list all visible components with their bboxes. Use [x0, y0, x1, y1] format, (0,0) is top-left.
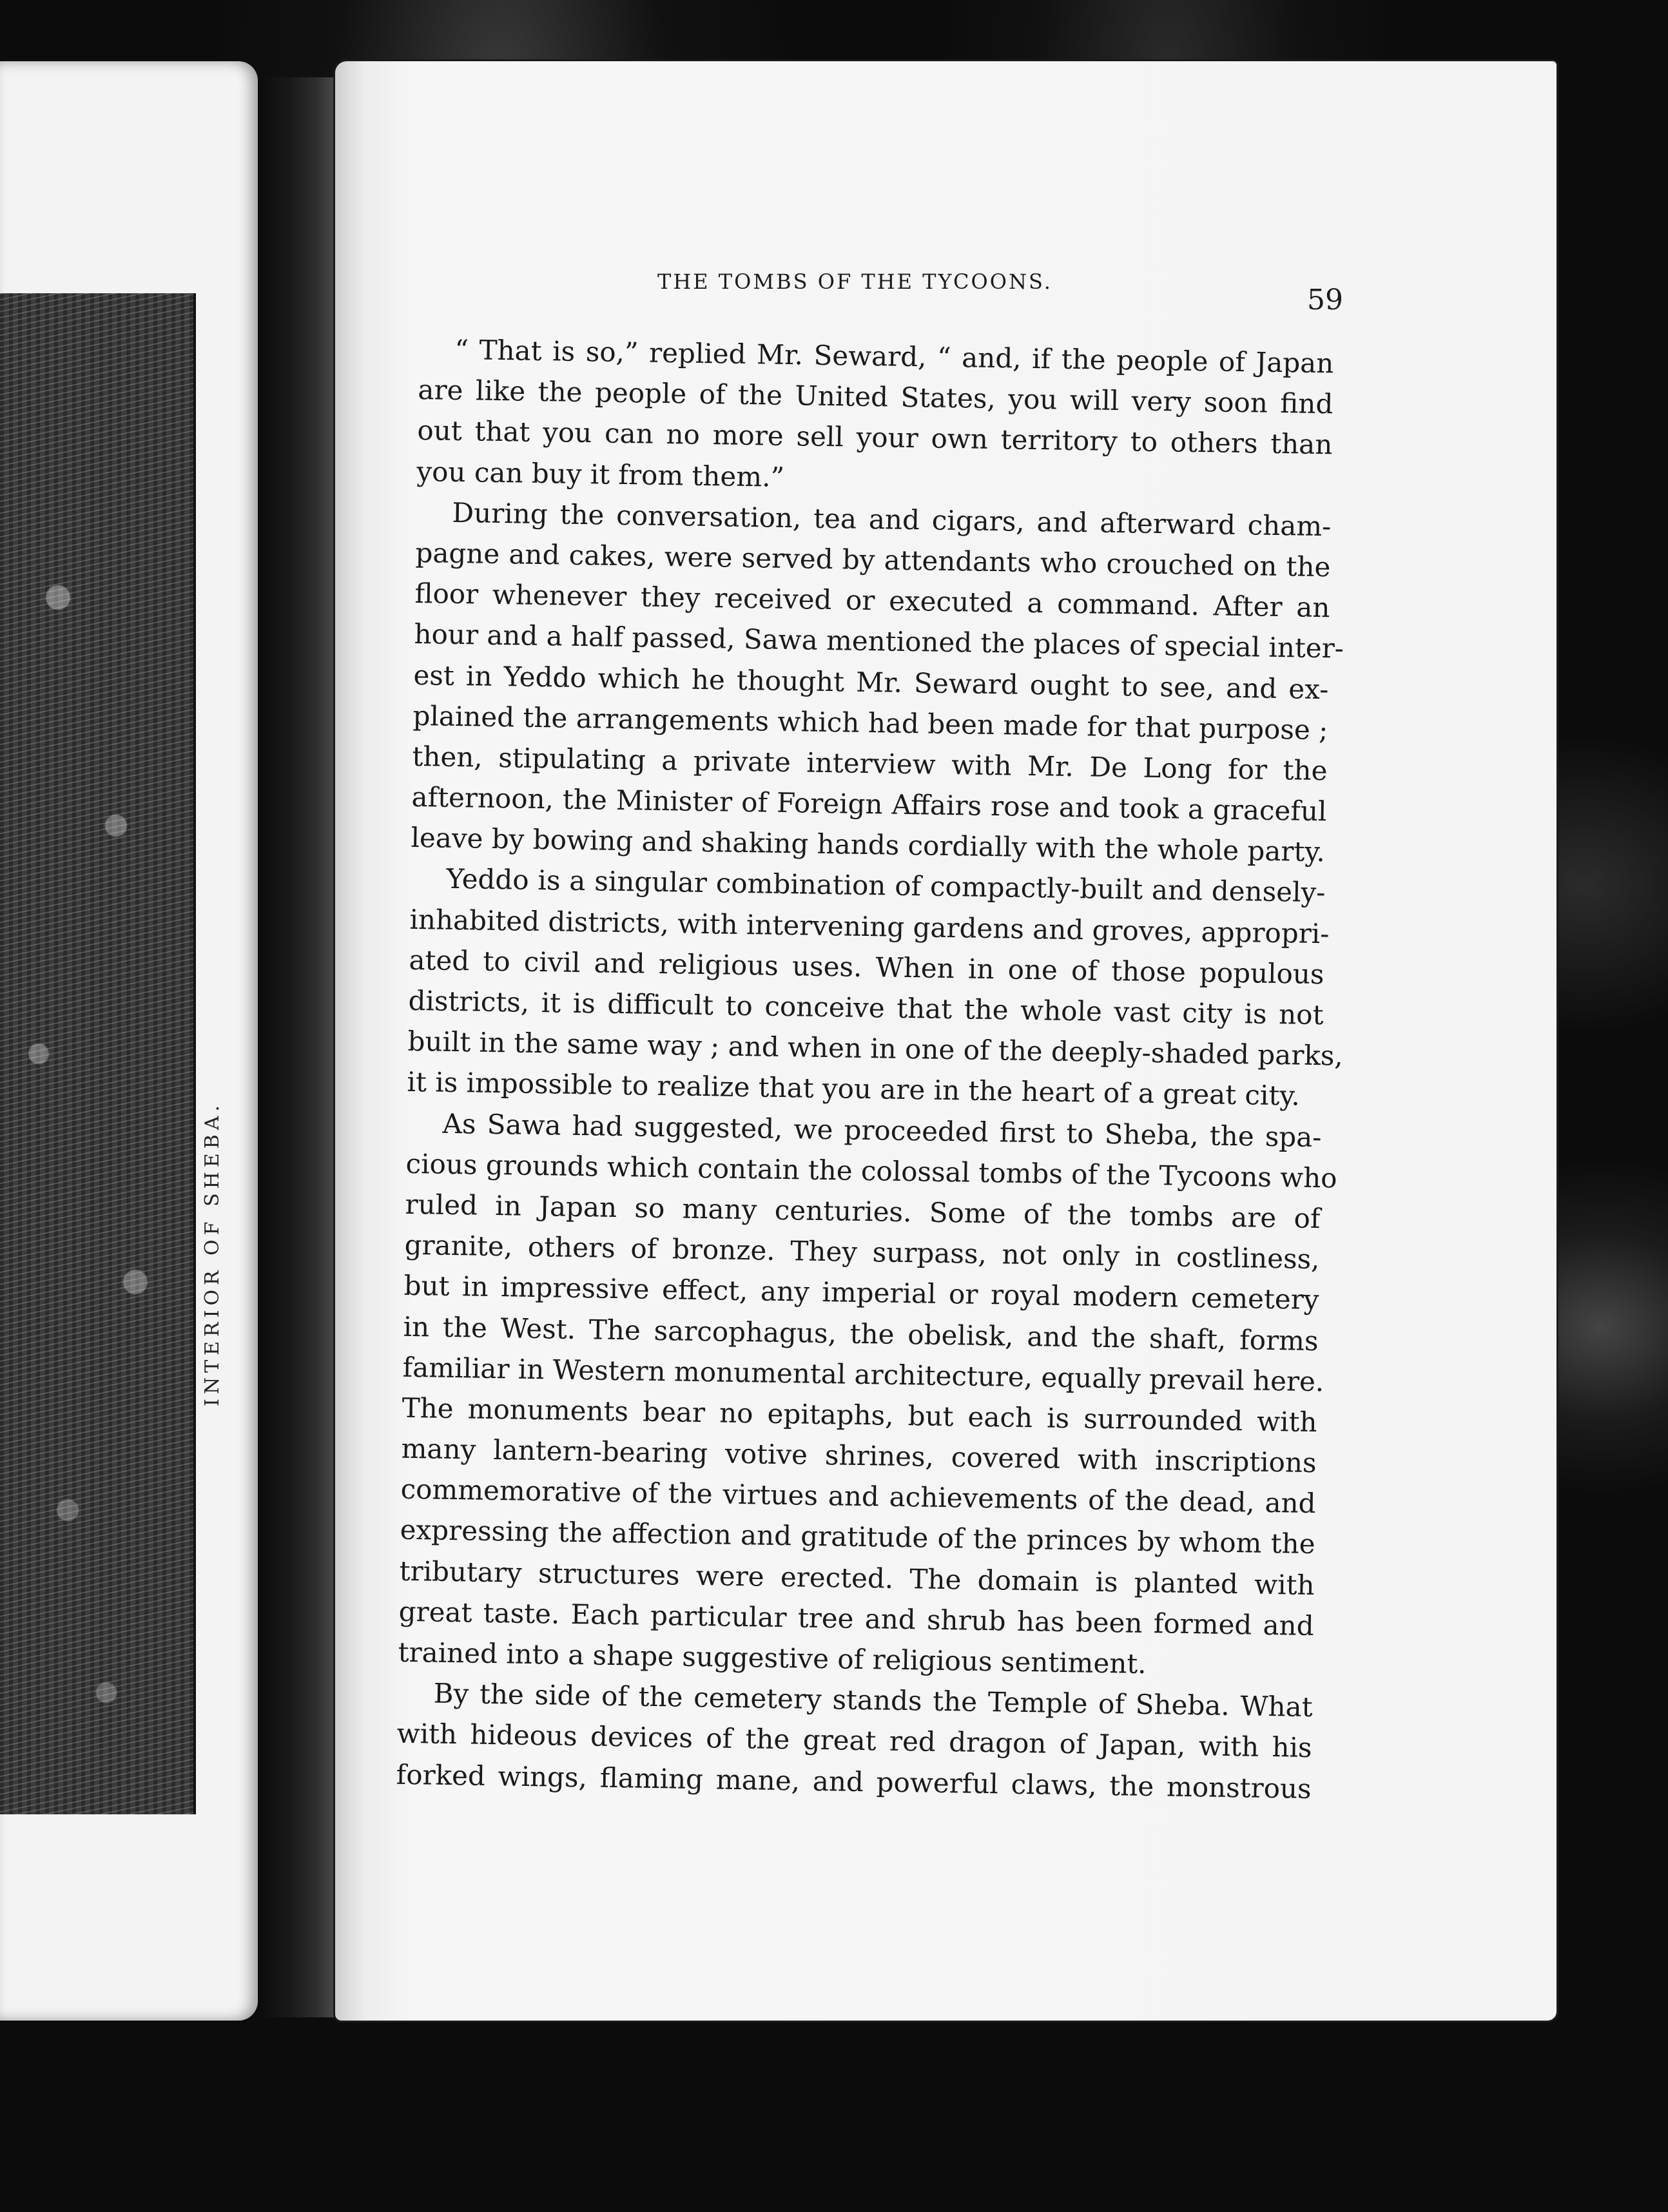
text-line: commemorative of the virtues and achievements of the dead, and	[400, 1473, 1316, 1520]
engraving-illustration	[0, 293, 196, 1814]
text-line: then, stipulating a private interview with Mr. De Long for the	[412, 740, 1328, 787]
text-line: great taste. Each particular tree and shrub has been formed and	[398, 1595, 1314, 1642]
text-line: est in Yeddo which he thought Mr. Seward ought to see, and ex-	[413, 659, 1329, 705]
text-line: As Sawa had suggested, we proceeded first to Sheba, the spa-	[442, 1107, 1322, 1153]
text-line: with hideous devices of the great red dragon of Japan, with his	[396, 1718, 1312, 1764]
text-line: plained the arrangements which had been made for that purpose ;	[412, 699, 1328, 746]
text-line: but in impressive effect, any imperial or royal modern cemetery	[403, 1270, 1319, 1316]
text-line: During the conversation, tea and cigars, and afterward cham-	[452, 496, 1332, 543]
text-line: Yeddo is a singular combination of compactly-built and densely-	[446, 863, 1326, 909]
text-line: By the side of the cemetery stands the Temple of Sheba. What	[433, 1677, 1313, 1723]
book-gutter	[258, 77, 342, 2017]
text-line: cious grounds which contain the colossal tombs of the Tycoons who	[405, 1147, 1337, 1194]
text-line: “ That is so,” replied Mr. Seward, “ and, if the people of Japan	[454, 333, 1334, 380]
text-line: it is impossible to realize that you are in the heart of a great city.	[407, 1066, 1301, 1112]
text-line: granite, others of bronze. They surpass, not only in costliness,	[404, 1228, 1320, 1276]
left-page	[0, 61, 258, 2021]
text-line: out that you can no more sell your own territory to others than	[417, 414, 1333, 461]
text-line: many lantern-bearing votive shrines, covered with inscriptions	[401, 1432, 1317, 1479]
text-line: ruled in Japan so many centuries. Some of the tombs are of	[405, 1188, 1321, 1235]
text-line: pagne and cakes, were served by attendants who crouched on the	[415, 536, 1331, 583]
text-line: inhabited districts, with intervening gardens and groves, appropri-	[409, 903, 1330, 949]
page-number: 59	[1307, 284, 1343, 316]
body-text	[396, 329, 1344, 1809]
text-line: districts, it is difficult to conceive that the whole vast city is not	[408, 984, 1324, 1031]
text-line: in the West. The sarcophagus, the obelisk, and the shaft, forms	[403, 1310, 1319, 1357]
text-line: are like the people of the United States, you will very soon find	[418, 374, 1333, 420]
text-line: you can buy it from them.”	[416, 455, 785, 493]
text-line: forked wings, flaming mane, and powerful claws, the monstrous	[396, 1758, 1312, 1805]
text-line: expressing the affection and gratitude of the princes by whom the	[400, 1514, 1315, 1560]
text-line: afternoon, the Minister of Foreign Affairs rose and took a graceful	[411, 781, 1327, 828]
text-line: familiar in Western monumental architecture, equally prevail here.	[402, 1351, 1324, 1397]
text-line: tributary structures were erected. The domain is planted with	[399, 1555, 1315, 1601]
text-line: The monuments bear no epitaphs, but each is surrounded with	[402, 1392, 1317, 1438]
illustration-caption: INTERIOR OF SHEBA.	[201, 1101, 224, 1406]
text-line: ated to civil and religious uses. When in one of those populous	[409, 944, 1324, 990]
text-line: trained into a shape suggestive of religious sentiment.	[398, 1636, 1147, 1680]
text-line: floor whenever they received or executed a command. After an	[414, 577, 1330, 624]
text-line: built in the same way ; and when in one of the deeply-shaded parks,	[407, 1025, 1344, 1072]
text-line: hour and a half passed, Sawa mentioned the places of special inter-	[414, 618, 1344, 665]
running-head: THE TOMBS OF THE TYCOONS.	[657, 269, 1052, 294]
text-line: leave by bowing and shaking hands cordially with the whole party.	[411, 822, 1326, 868]
